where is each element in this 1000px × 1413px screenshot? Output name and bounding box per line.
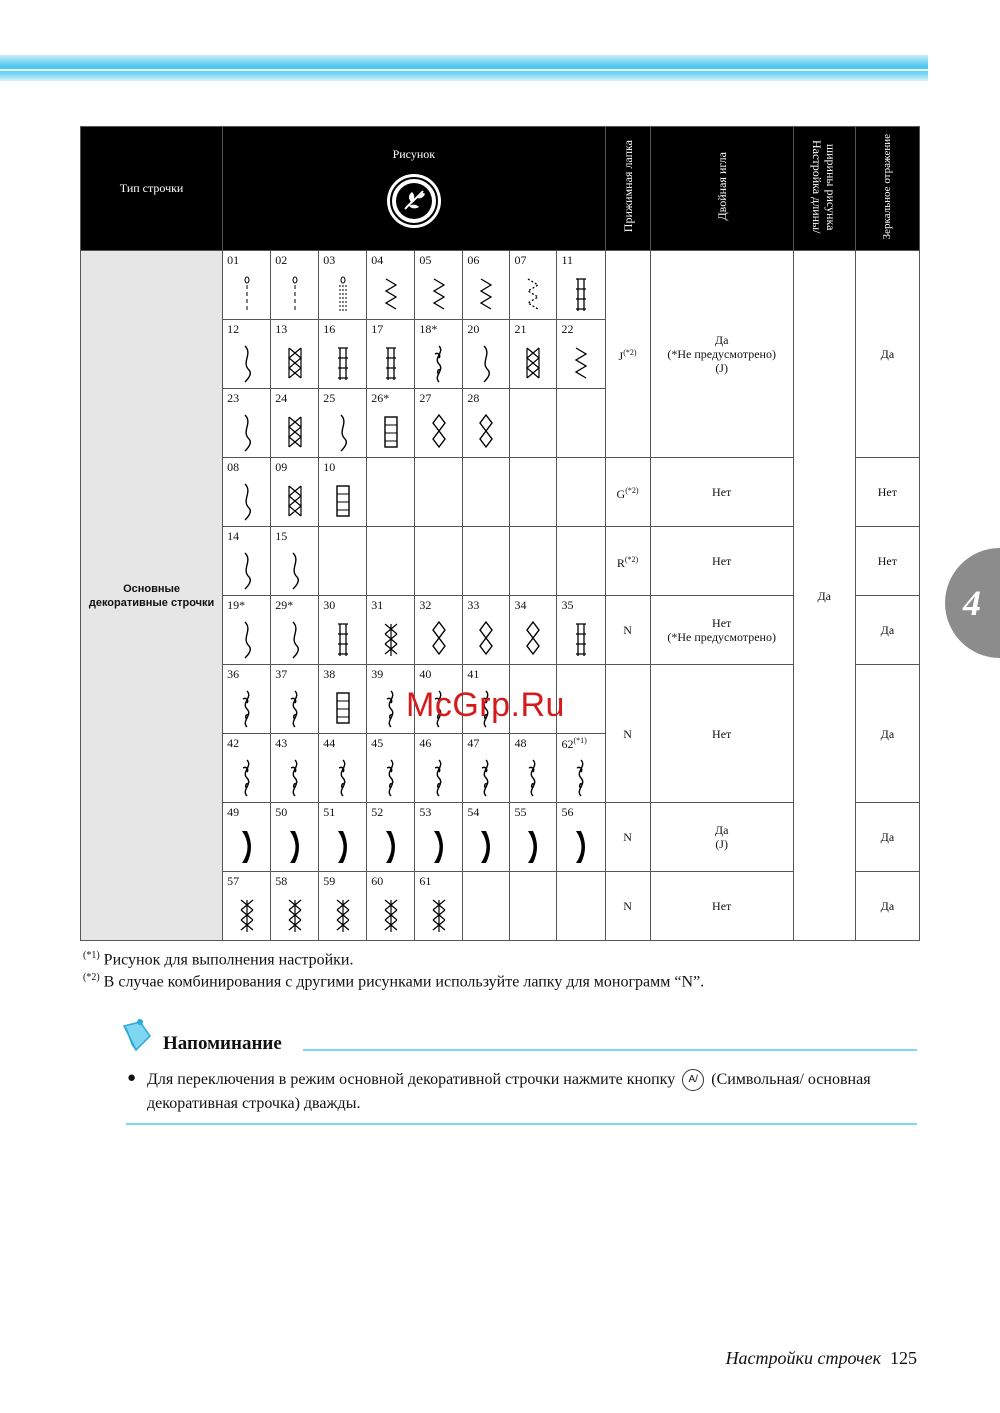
empty-stitch-cell <box>510 458 557 527</box>
stitch-number: 34 <box>514 598 527 612</box>
stitch-cell[interactable] <box>271 596 319 665</box>
empty-stitch-cell <box>319 527 367 596</box>
empty-stitch-cell <box>510 389 557 458</box>
stitch-number: 32 <box>419 598 432 612</box>
stitch-cell[interactable] <box>223 803 271 872</box>
stitch-number: 12 <box>227 322 240 336</box>
stitch-cell[interactable] <box>415 596 463 665</box>
stitch-number: 20 <box>467 322 480 336</box>
stitch-number: $62^{(*1)}$ <box>561 736 587 751</box>
stitch-cell[interactable] <box>223 872 271 941</box>
stitch-cell[interactable] <box>415 803 463 872</box>
stitch-cell[interactable] <box>223 527 271 596</box>
stitch-pattern-icon <box>335 689 351 729</box>
header-band-highlight <box>0 69 928 71</box>
table-header-row <box>81 127 920 251</box>
stitch-pattern-icon <box>287 620 303 660</box>
stitch-cell[interactable] <box>510 734 557 803</box>
memo-text: Для переключения в режим основной декоративной строчки нажмите кнопку A/ (Символьная/ основная декоративная строчка) дважды. <box>147 1071 871 1112</box>
stitch-cell[interactable] <box>319 320 367 389</box>
stitch-pattern-icon <box>478 827 494 867</box>
memo-bullet: ● <box>127 1070 137 1086</box>
chapter-tab: 4 <box>945 548 1000 658</box>
stitch-cell[interactable] <box>510 320 557 389</box>
stitch-cell[interactable] <box>367 872 415 941</box>
stitch-cell[interactable] <box>271 527 319 596</box>
stitch-pattern-icon <box>239 827 255 867</box>
stitch-number: 39 <box>371 667 384 681</box>
stitch-type-cell: Основные декоративные строчки <box>81 251 223 941</box>
empty-stitch-cell <box>510 527 557 596</box>
mirror-cell: Да <box>855 665 919 803</box>
stitch-number: 54 <box>467 805 480 819</box>
stitch-number: 59 <box>323 874 336 888</box>
empty-stitch-cell <box>463 527 510 596</box>
stitch-cell[interactable] <box>367 596 415 665</box>
stitch-pattern-icon <box>573 344 589 384</box>
stitch-pattern-icon <box>335 827 351 867</box>
stitch-pattern-icon <box>431 827 447 867</box>
presser-foot-cell: N <box>605 665 650 803</box>
stitch-cell[interactable] <box>319 458 367 527</box>
stitch-cell[interactable] <box>223 596 271 665</box>
stitch-cell[interactable] <box>223 458 271 527</box>
empty-stitch-cell <box>463 872 510 941</box>
stitch-pattern-icon <box>239 275 255 315</box>
stitch-cell[interactable] <box>223 320 271 389</box>
header-adjust: Настройка длины/ ширины рисунка <box>793 127 855 251</box>
stitch-pattern-icon <box>431 620 447 660</box>
empty-stitch-cell <box>367 527 415 596</box>
stitch-cell[interactable] <box>463 251 510 320</box>
watermark: McGrp.Ru <box>406 686 565 724</box>
stitch-number: 60 <box>371 874 384 888</box>
empty-stitch-cell <box>510 872 557 941</box>
stitch-number: 21 <box>514 322 527 336</box>
stitch-cell[interactable] <box>271 872 319 941</box>
stitch-number: 30 <box>323 598 336 612</box>
stitch-number: 38 <box>323 667 336 681</box>
stitch-pattern-icon <box>287 413 303 453</box>
stitch-pattern-icon <box>287 482 303 522</box>
stitch-pattern-icon <box>478 758 494 798</box>
empty-stitch-cell <box>557 527 605 596</box>
stitch-number: 17 <box>371 322 384 336</box>
stitch-cell[interactable] <box>557 734 605 803</box>
stitch-number: 09 <box>275 460 288 474</box>
stitch-cell[interactable] <box>557 251 605 320</box>
stitch-number: 43 <box>275 736 288 750</box>
stitch-number: 19* <box>227 598 246 612</box>
stitch-pattern-icon <box>431 275 447 315</box>
stitch-cell[interactable] <box>367 389 415 458</box>
stitch-number: 41 <box>467 667 480 681</box>
stitch-number: 16 <box>323 322 336 336</box>
stitch-cell[interactable] <box>271 251 319 320</box>
stitch-pattern-icon <box>573 758 589 798</box>
twin-needle-cell: Нет (*Не предусмотрено) <box>650 596 793 665</box>
stitch-number: 05 <box>419 253 432 267</box>
twin-needle-cell: Нет <box>650 527 793 596</box>
twin-needle-cell: Нет <box>650 665 793 803</box>
stitch-number: 04 <box>371 253 384 267</box>
empty-stitch-cell <box>557 872 605 941</box>
empty-stitch-cell <box>415 527 463 596</box>
stitch-pattern-icon <box>335 413 351 453</box>
stitch-pattern-icon <box>478 620 494 660</box>
mirror-cell: Да <box>855 803 919 872</box>
stitch-cell[interactable] <box>271 803 319 872</box>
stitch-number: 48 <box>514 736 527 750</box>
stitch-pattern-icon <box>383 413 399 453</box>
stitch-number: 26* <box>371 391 390 405</box>
stitch-pattern-icon <box>383 758 399 798</box>
stitch-pattern-icon <box>383 344 399 384</box>
stitch-pattern-icon <box>335 896 351 936</box>
stitch-pattern-icon <box>287 689 303 729</box>
stitch-cell[interactable] <box>271 734 319 803</box>
stitch-cell[interactable] <box>319 734 367 803</box>
presser-foot-cell: N <box>605 872 650 941</box>
stitch-cell[interactable] <box>319 251 367 320</box>
stitch-number: 45 <box>371 736 384 750</box>
stitch-number: 33 <box>467 598 480 612</box>
stitch-number: 08 <box>227 460 240 474</box>
stitch-cell[interactable] <box>223 251 271 320</box>
stitch-number: 56 <box>561 805 574 819</box>
character-decorative-key-icon: A/ <box>682 1069 704 1091</box>
header-twin-needle: Двойная игла <box>650 127 793 251</box>
stitch-cell[interactable] <box>415 251 463 320</box>
memo-bottom-rule <box>126 1123 917 1125</box>
stitch-number: 49 <box>227 805 240 819</box>
page-footer: Настройки строчек 125 <box>725 1348 917 1368</box>
stitch-pattern-icon <box>335 275 351 315</box>
stitch-cell[interactable] <box>367 734 415 803</box>
stitch-pattern-icon <box>239 344 255 384</box>
stitch-cell[interactable] <box>415 389 463 458</box>
mirror-cell: Да <box>855 872 919 941</box>
header-pattern-label: Рисунок <box>392 147 436 161</box>
stitch-cell[interactable] <box>415 320 463 389</box>
stitch-cell[interactable] <box>557 320 605 389</box>
stitch-pattern-icon <box>335 620 351 660</box>
stitch-cell[interactable] <box>510 803 557 872</box>
stitch-pattern-icon <box>431 758 447 798</box>
stitch-number: 24 <box>275 391 288 405</box>
stitch-pattern-icon <box>287 275 303 315</box>
stitch-cell[interactable] <box>319 665 367 734</box>
stitch-pattern-icon <box>239 758 255 798</box>
stitch-number: 55 <box>514 805 527 819</box>
stitch-pattern-icon <box>525 758 541 798</box>
stitch-pattern-icon <box>287 896 303 936</box>
decorative-stitch-mode-icon <box>386 173 442 229</box>
adjust-cell: Да <box>793 251 855 941</box>
header-mirror: Зеркальное отражение <box>855 127 919 251</box>
stitch-cell[interactable] <box>319 389 367 458</box>
stitch-number: 27 <box>419 391 432 405</box>
header-color-band <box>0 55 928 81</box>
stitch-pattern-icon <box>335 482 351 522</box>
stitch-number: 10 <box>323 460 336 474</box>
stitch-number: 02 <box>275 253 288 267</box>
memo-note-icon <box>118 1018 158 1056</box>
stitch-pattern-icon <box>431 413 447 453</box>
stitch-cell[interactable] <box>415 872 463 941</box>
empty-stitch-cell <box>415 458 463 527</box>
empty-stitch-cell <box>463 458 510 527</box>
stitch-number: 13 <box>275 322 288 336</box>
stitch-number: 03 <box>323 253 336 267</box>
empty-stitch-cell <box>557 458 605 527</box>
stitch-cell[interactable] <box>367 320 415 389</box>
stitch-cell[interactable] <box>510 251 557 320</box>
empty-stitch-cell <box>367 458 415 527</box>
header-presser-foot: Прижимная лапка <box>605 127 650 251</box>
stitch-number: 07 <box>514 253 527 267</box>
presser-foot-cell: $J^{(*2)}$ <box>605 251 650 458</box>
mirror-cell: Нет <box>855 458 919 527</box>
stitch-number: 35 <box>561 598 574 612</box>
stitch-number: 06 <box>467 253 480 267</box>
footnote-1: $^{(*1)}$ Рисунок для выполнения настройки. <box>83 950 354 969</box>
stitch-pattern-icon <box>239 689 255 729</box>
stitch-number: 23 <box>227 391 240 405</box>
stitch-pattern-icon <box>478 413 494 453</box>
twin-needle-cell: Нет <box>650 872 793 941</box>
stitch-pattern-icon <box>239 413 255 453</box>
mirror-cell: Да <box>855 596 919 665</box>
stitch-cell[interactable] <box>557 803 605 872</box>
memo-title: Напоминание <box>163 1033 282 1054</box>
stitch-cell[interactable] <box>319 872 367 941</box>
stitch-number: 57 <box>227 874 240 888</box>
stitch-number: 14 <box>227 529 240 543</box>
stitch-cell[interactable] <box>271 389 319 458</box>
stitch-number: 29* <box>275 598 294 612</box>
stitch-cell[interactable] <box>271 320 319 389</box>
stitch-cell[interactable] <box>415 734 463 803</box>
stitch-pattern-icon <box>525 620 541 660</box>
stitch-pattern-icon <box>383 896 399 936</box>
stitch-pattern-icon <box>431 344 447 384</box>
stitch-number: 44 <box>323 736 336 750</box>
stitch-pattern-icon <box>478 344 494 384</box>
stitch-number: 40 <box>419 667 432 681</box>
presser-foot-cell: $G^{(*2)}$ <box>605 458 650 527</box>
stitch-pattern-icon <box>383 827 399 867</box>
stitch-number: 22 <box>561 322 574 336</box>
stitch-number: 18* <box>419 322 438 336</box>
stitch-cell[interactable] <box>557 596 605 665</box>
stitch-pattern-icon <box>239 551 255 591</box>
stitch-cell[interactable] <box>463 320 510 389</box>
stitch-cell[interactable] <box>463 803 510 872</box>
stitch-pattern-icon <box>573 275 589 315</box>
stitch-number: 52 <box>371 805 384 819</box>
twin-needle-cell: Да (J) <box>650 803 793 872</box>
stitch-pattern-icon <box>383 689 399 729</box>
twin-needle-cell: Да (*Не предусмотрено) (J) <box>650 251 793 458</box>
stitch-cell[interactable] <box>510 596 557 665</box>
stitch-cell[interactable] <box>367 803 415 872</box>
empty-stitch-cell <box>557 389 605 458</box>
stitch-pattern-icon <box>431 896 447 936</box>
stitch-number: 50 <box>275 805 288 819</box>
stitch-number: 01 <box>227 253 240 267</box>
mirror-cell: Да <box>855 251 919 458</box>
stitch-cell[interactable] <box>223 389 271 458</box>
stitch-cell[interactable] <box>223 734 271 803</box>
stitch-number: 46 <box>419 736 432 750</box>
stitch-number: 31 <box>371 598 384 612</box>
presser-foot-cell: N <box>605 803 650 872</box>
stitch-number: 37 <box>275 667 288 681</box>
memo-title-rule <box>303 1049 917 1051</box>
stitch-number: 51 <box>323 805 336 819</box>
stitch-pattern-icon <box>287 344 303 384</box>
stitch-cell[interactable] <box>463 734 510 803</box>
stitch-number: 36 <box>227 667 240 681</box>
stitch-number: 28 <box>467 391 480 405</box>
twin-needle-cell: Нет <box>650 458 793 527</box>
stitch-number: 15 <box>275 529 288 543</box>
stitch-table <box>80 126 920 941</box>
stitch-pattern-icon <box>525 827 541 867</box>
stitch-cell[interactable] <box>367 251 415 320</box>
stitch-number: 11 <box>561 253 574 267</box>
table-row <box>81 251 920 320</box>
stitch-cell[interactable] <box>319 596 367 665</box>
stitch-pattern-icon <box>525 275 541 315</box>
presser-foot-cell: $R^{(*2)}$ <box>605 527 650 596</box>
stitch-number: 47 <box>467 736 480 750</box>
stitch-cell[interactable] <box>463 389 510 458</box>
stitch-number: 58 <box>275 874 288 888</box>
stitch-pattern-icon <box>383 275 399 315</box>
stitch-pattern-icon <box>383 620 399 660</box>
stitch-pattern-icon <box>239 896 255 936</box>
stitch-pattern-icon <box>573 620 589 660</box>
stitch-pattern-icon <box>335 344 351 384</box>
stitch-pattern-icon <box>239 482 255 522</box>
stitch-pattern-icon <box>525 344 541 384</box>
stitch-cell[interactable] <box>463 596 510 665</box>
stitch-cell[interactable] <box>271 665 319 734</box>
presser-foot-cell: N <box>605 596 650 665</box>
stitch-number: 25 <box>323 391 336 405</box>
stitch-number: 61 <box>419 874 432 888</box>
mirror-cell: Нет <box>855 527 919 596</box>
stitch-cell[interactable] <box>271 458 319 527</box>
stitch-pattern-icon <box>239 620 255 660</box>
stitch-pattern-icon <box>287 551 303 591</box>
stitch-cell[interactable] <box>319 803 367 872</box>
header-stitch-type: Тип строчки <box>81 127 223 251</box>
footnote-2: $^{(*2)}$ В случае комбинирования с другими рисунками используйте лапку для монограмм “N”. <box>83 972 705 991</box>
stitch-number: 42 <box>227 736 240 750</box>
stitch-pattern-icon <box>287 758 303 798</box>
stitch-pattern-icon <box>335 758 351 798</box>
header-pattern <box>223 127 605 251</box>
stitch-pattern-icon <box>478 275 494 315</box>
stitch-pattern-icon <box>573 827 589 867</box>
stitch-cell[interactable] <box>223 665 271 734</box>
stitch-pattern-icon <box>287 827 303 867</box>
stitch-number: 53 <box>419 805 432 819</box>
